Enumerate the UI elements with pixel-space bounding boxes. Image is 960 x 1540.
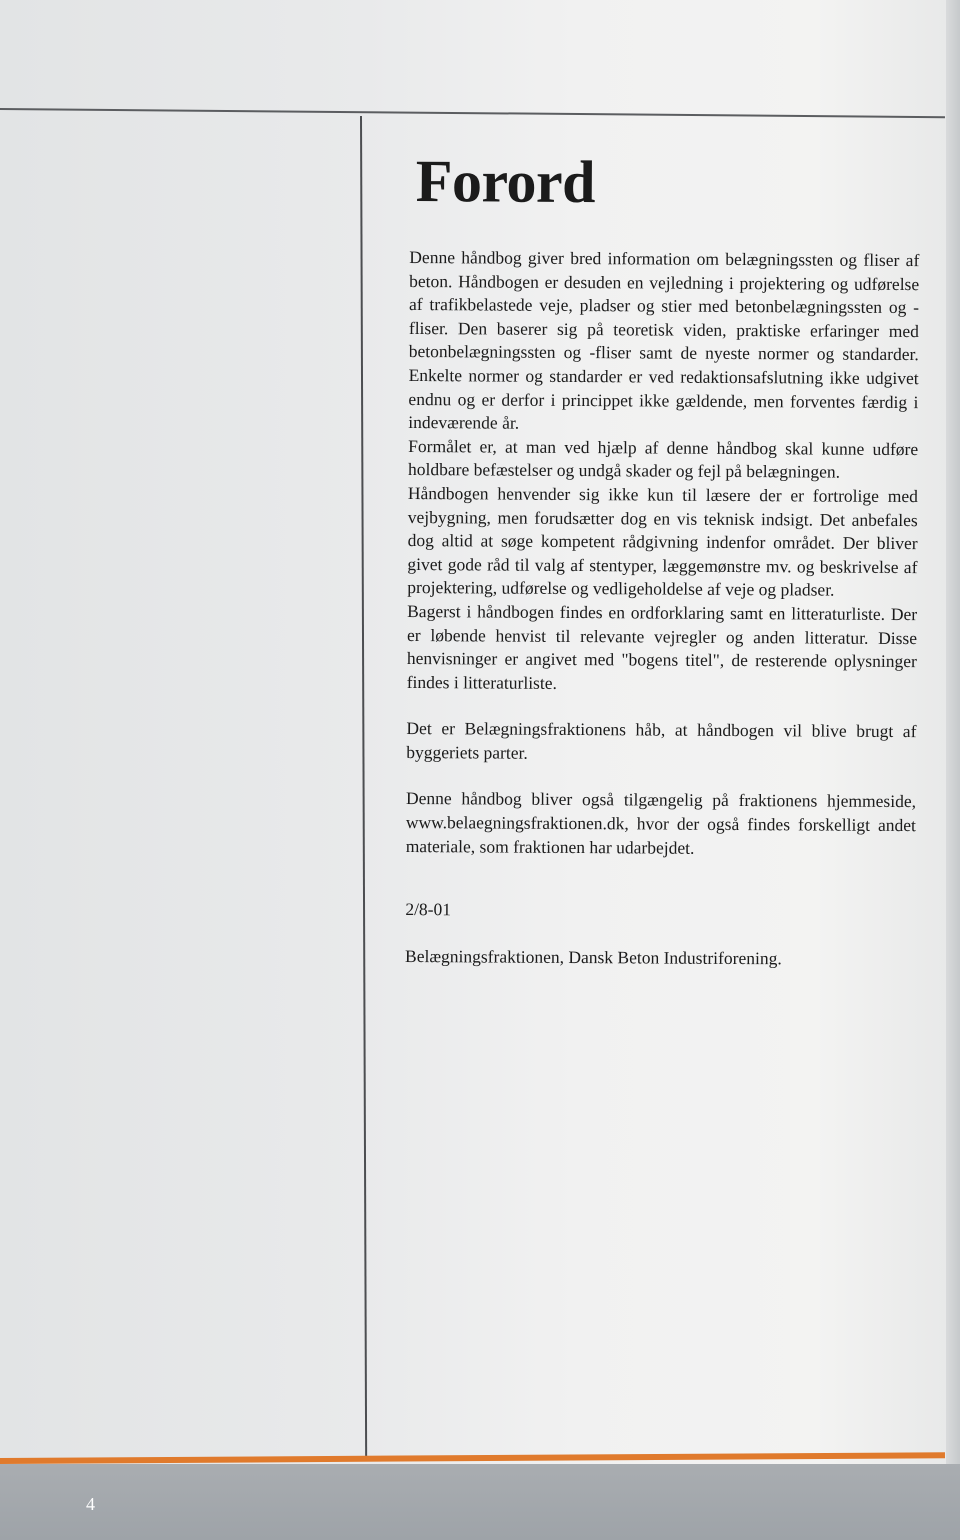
paragraph: Håndbogen henvender sig ikke kun til læsere der er fortrolige med vejbygning, men forudsætter dog en vis teknisk indsigt. Det anbefales dog altid at søge kompetent rådgivning indenfor området. Der bliver givet gode råd til valg af stentyper, læggemønstre mv. og beskrivelse af projektering, udførelse og vedligeholdelse af veje og pladser. [407, 482, 918, 600]
column-divider [360, 116, 367, 1460]
page-number: 4 [86, 1494, 95, 1514]
paragraph: Denne håndbog giver bred information om belægningssten og fliser af beton. Håndbogen er desuden en vejledning i projektering og udførelse af trafikbelastede veje, pladser og stier med betonbelægningssten og -fliser. Den baserer sig på teoretisk viden, praktiske erfaringer med betonbelægningssten og -fliser samt de nyeste normer og standarder. Enkelte normer og standarder er ved redaktionsafslutning ikke udgivet endnu og er derfor i princippet ikke gældende, men forventes færdig i indeværende år. [408, 246, 920, 433]
footer-band [0, 1464, 960, 1540]
date-line: 2/8-01 [405, 899, 452, 920]
signature-line: Belægningsfraktionen, Dansk Beton Industriforening. [405, 945, 782, 969]
paragraph: Det er Belægningsfraktionens håb, at håndbogen vil blive brugt af byggeriets parter. [406, 718, 917, 763]
paragraph: Denne håndbog bliver også tilgængelig på fraktionens hjemmeside, www.belaegningsfraktionen.dk, hvor der også findes forskelligt andet materiale, som fraktionen har udarbejdet. [405, 788, 917, 858]
foreword-section [405, 148, 920, 972]
top-rule [0, 108, 945, 118]
paragraph: Formålet er, at man ved hjælp af denne håndbog skal kunne udføre holdbare befæstelser og undgå skader og fejl på belægningen. [407, 435, 919, 482]
page-edge [946, 0, 960, 1540]
footer-accent-stripe [0, 1452, 945, 1464]
page-title: Forord [415, 148, 596, 216]
paragraph: Bagerst i håndbogen findes en ordforklaring samt en litteraturliste. Der er løbende henvist til relevante vejregler og anden litteratur. Disse henvisninger er angivet med "bogens titel", de resterende oplysninger findes i litteraturliste. [406, 600, 918, 693]
